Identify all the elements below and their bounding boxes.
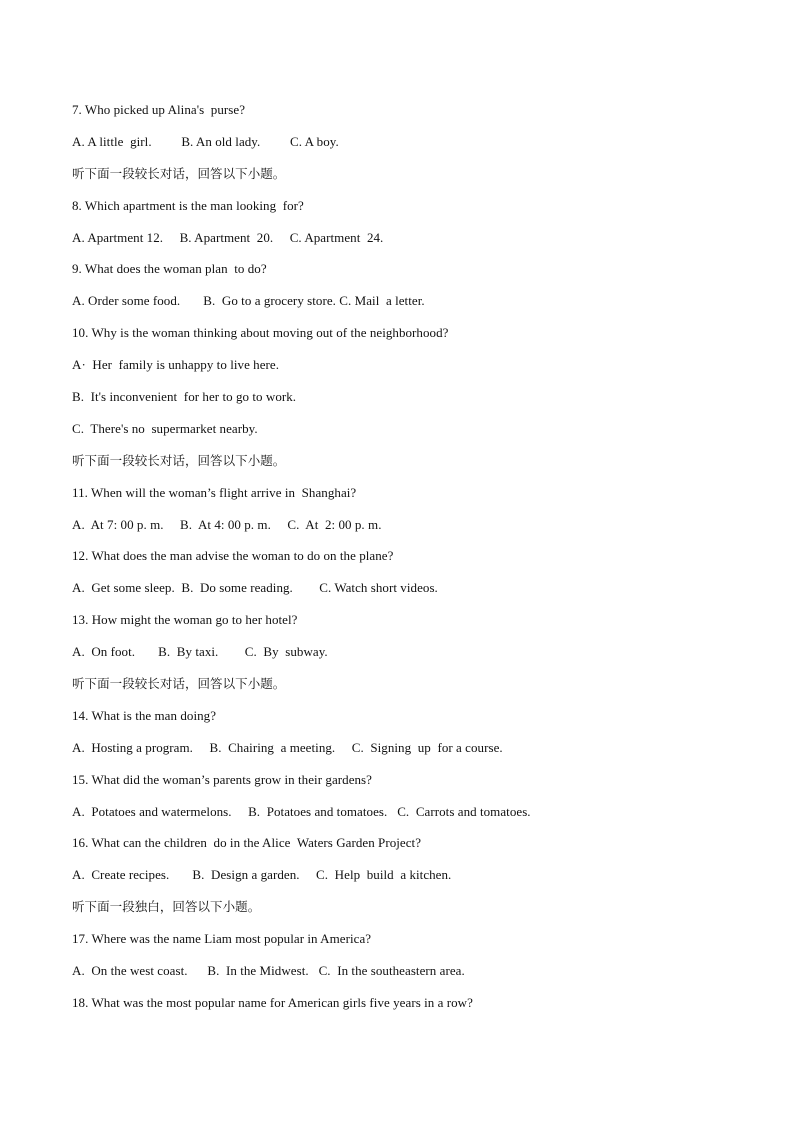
- question-11-options: A. At 7: 00 p. m. B. At 4: 00 p. m. C. At 2: 00 p. m.: [72, 516, 382, 532]
- question-17-options: A. On the west coast. B. In the Midwest. C. In the southeastern area.: [72, 963, 465, 979]
- question-18: 18. What was the most popular name for American girls five years in a row?: [72, 994, 473, 1010]
- section-instruction: 听下面一段较长对话，回答以下小题。: [72, 676, 286, 692]
- question-14: 14. What is the man doing?: [72, 707, 217, 723]
- question-13: 13. How might the woman go to her hotel?: [72, 612, 298, 628]
- question-11: 11. When will the woman’s flight arrive in Shanghai?: [72, 484, 357, 500]
- question-9: 9. What does the woman plan to do?: [72, 261, 267, 277]
- question-15: 15. What did the woman’s parents grow in their gardens?: [72, 771, 372, 787]
- question-9-options: A. Order some food. B. Go to a grocery store. C. Mail a letter.: [72, 293, 425, 309]
- question-17: 17. Where was the name Liam most popular in America?: [72, 931, 372, 947]
- question-14-options: A. Hosting a program. B. Chairing a meeting. C. Signing up for a course.: [72, 739, 503, 755]
- question-8: 8. Which apartment is the man looking for?: [72, 197, 304, 213]
- exam-page-content: [72, 98, 752, 1023]
- section-instruction: 听下面一段独白，回答以下小题。: [72, 899, 261, 915]
- question-16-options: A. Create recipes. B. Design a garden. C. Help build a kitchen.: [72, 867, 452, 883]
- question-10-option-a: A· Her family is unhappy to live here.: [72, 357, 280, 373]
- section-instruction: 听下面一段较长对话，回答以下小题。: [72, 452, 286, 468]
- question-13-options: A. On foot. B. By taxi. C. By subway.: [72, 644, 328, 660]
- question-7: 7. Who picked up Alina's purse?: [72, 102, 246, 117]
- question-15-options: A. Potatoes and watermelons. B. Potatoes and tomatoes. C. Carrots and tomatoes.: [72, 803, 531, 819]
- question-10-option-b: B. It's inconvenient for her to go to work.: [72, 389, 297, 405]
- question-16: 16. What can the children do in the Alice Waters Garden Project?: [72, 835, 422, 851]
- question-10-option-c: C. There's no supermarket nearby.: [72, 420, 258, 436]
- question-8-options: A. Apartment 12. B. Apartment 20. C. Apartment 24.: [72, 229, 384, 245]
- section-instruction: 听下面一段较长对话，回答以下小题。: [72, 165, 286, 181]
- question-7-options: A. A little girl. B. An old lady. C. A boy.: [72, 133, 339, 149]
- question-10: 10. Why is the woman thinking about moving out of the neighborhood?: [72, 325, 449, 341]
- question-12: 12. What does the man advise the woman to do on the plane?: [72, 548, 394, 564]
- question-12-options: A. Get some sleep. B. Do some reading. C. Watch short videos.: [72, 580, 438, 596]
